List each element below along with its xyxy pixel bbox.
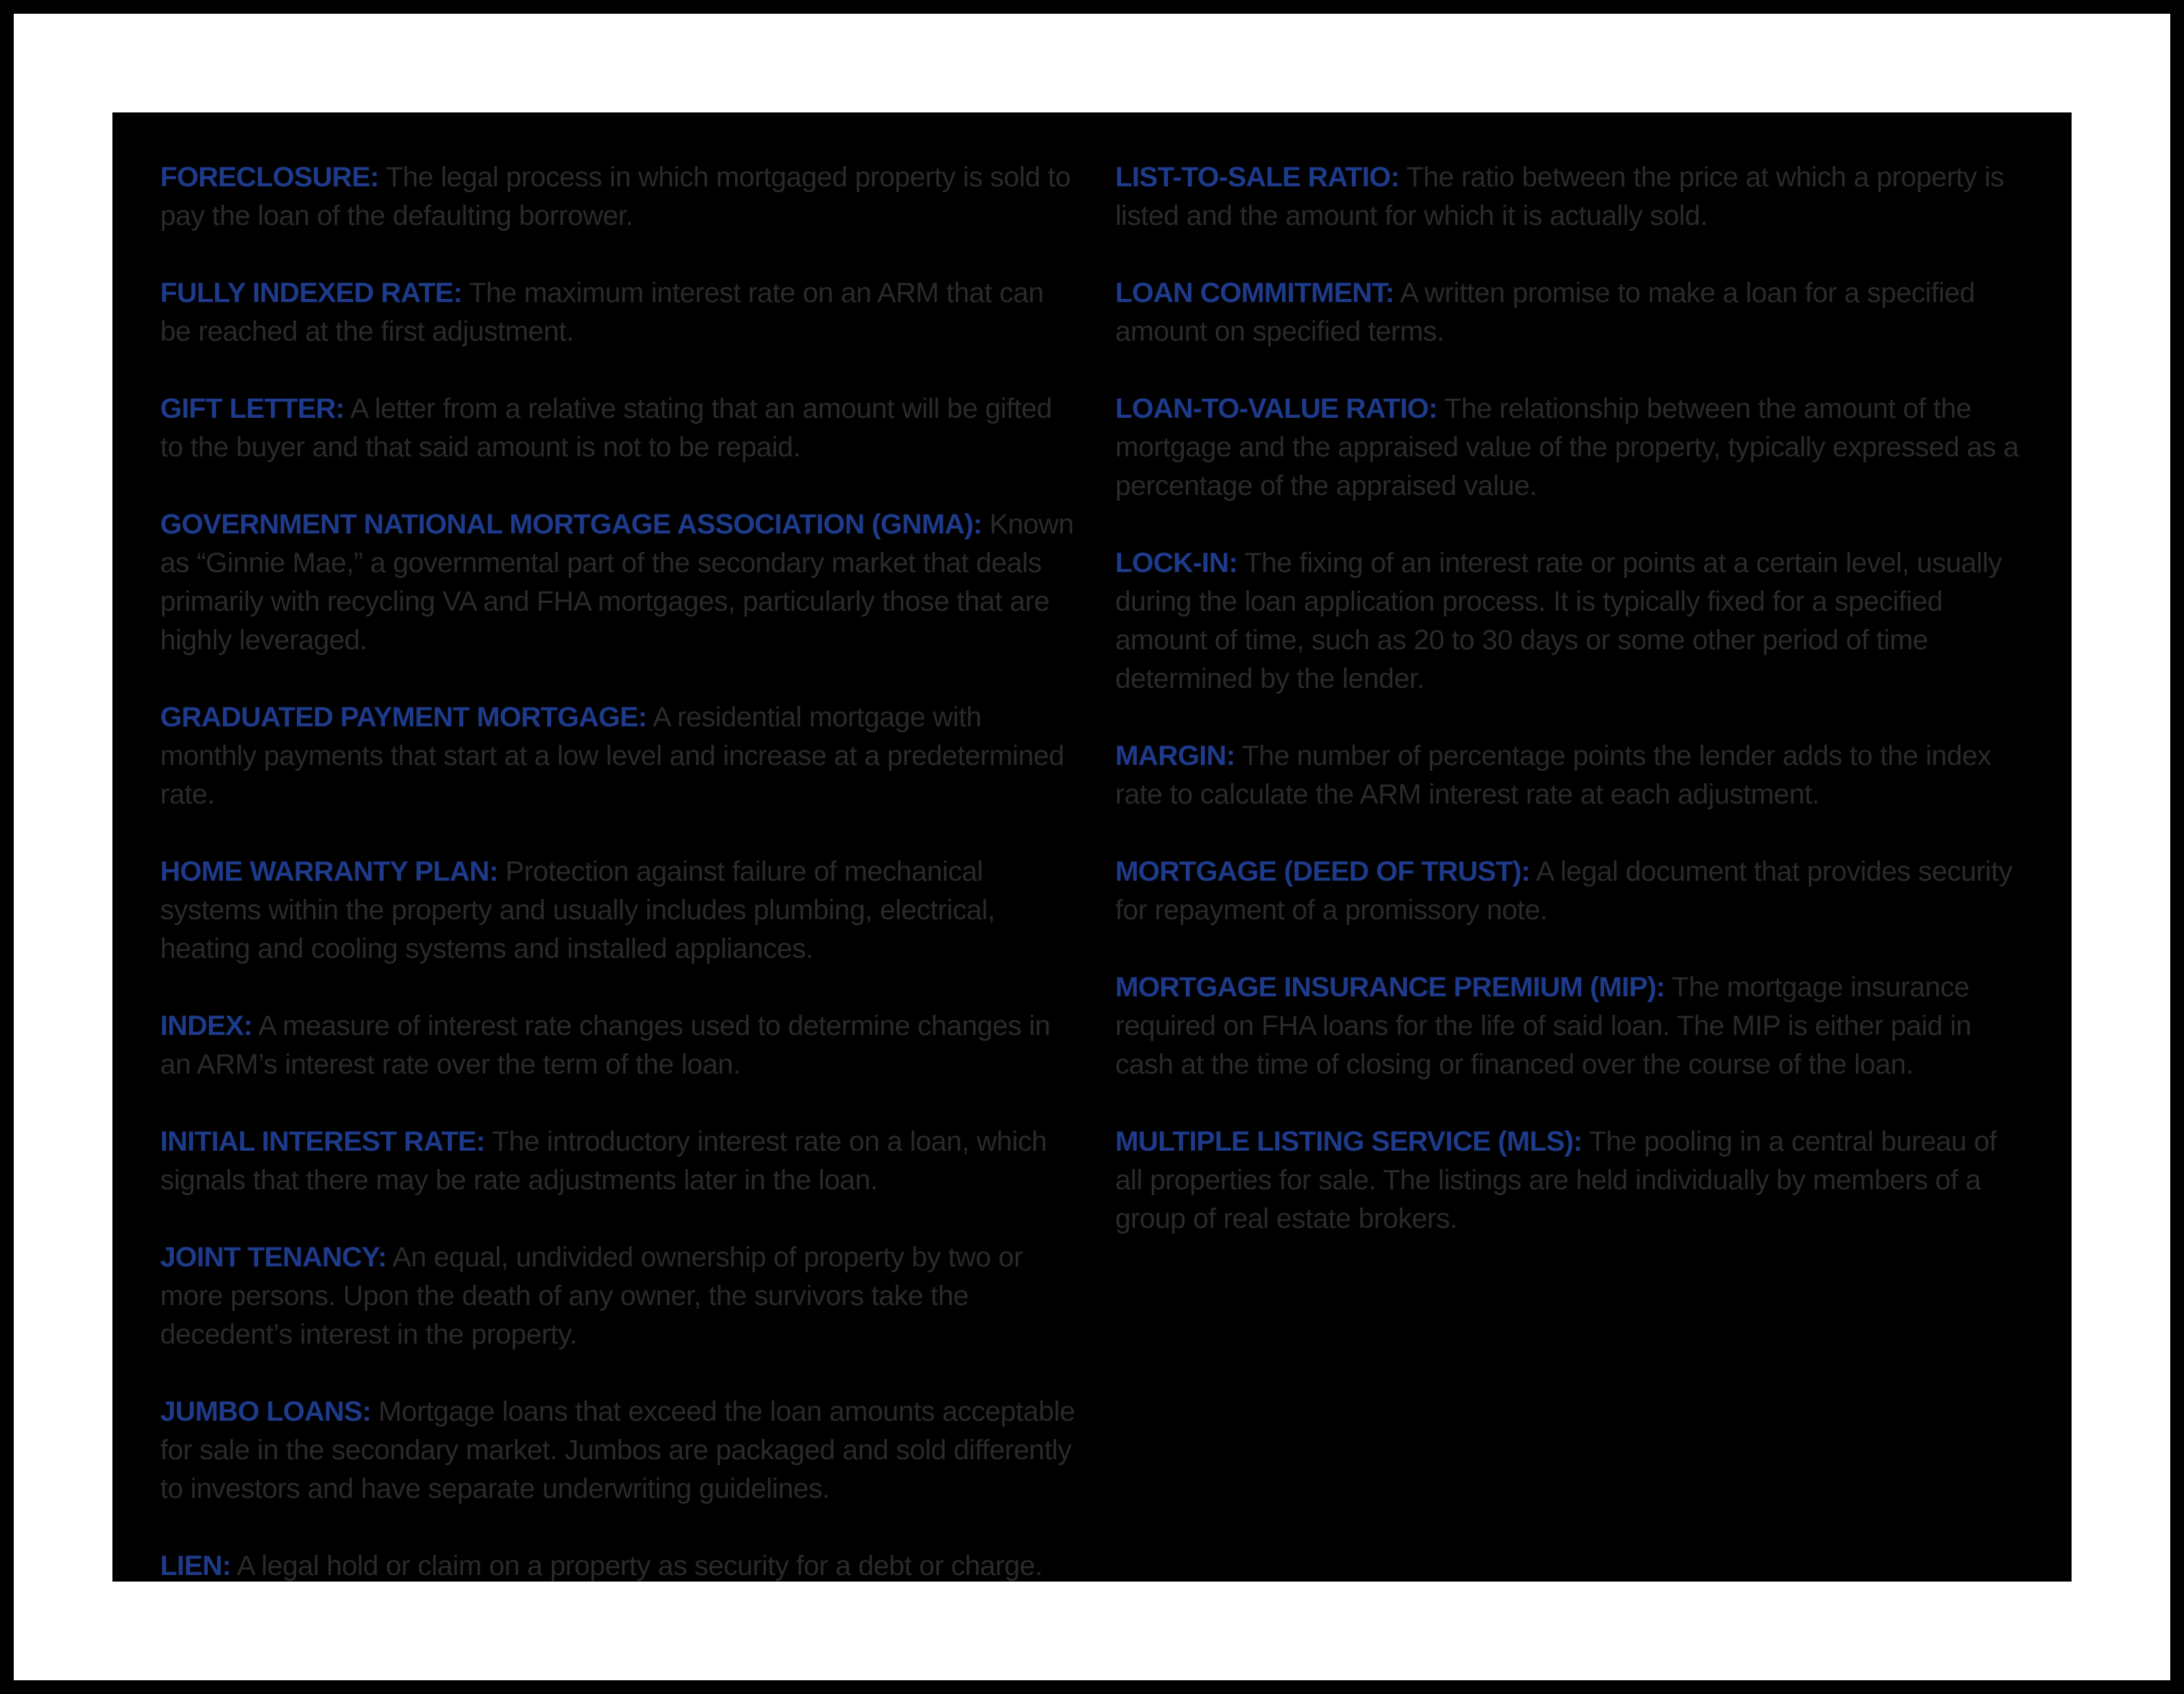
- glossary-definition: A legal hold or claim on a property as security for a debt or charge.: [237, 1550, 1043, 1582]
- glossary-entry: [160, 158, 1075, 235]
- glossary-term: LOAN COMMITMENT:: [1115, 277, 1394, 309]
- glossary-definition: Known as “Ginnie Mae,” a governmental part of the secondary market that deals primarily with recycling VA and FHA mortgages, particularly those that are highly leveraged.: [160, 509, 1074, 656]
- glossary-definition: A written promise to make a loan for a specified amount on specified terms.: [1115, 277, 1975, 347]
- glossary-entry: [160, 853, 1075, 968]
- glossary-term: GIFT LETTER:: [160, 393, 344, 424]
- glossary-term: LOCK-IN:: [1115, 547, 1238, 579]
- glossary-column-left: [160, 158, 1075, 1585]
- glossary-term: LOAN-TO-VALUE RATIO:: [1115, 393, 1437, 424]
- glossary-term: HOME WARRANTY PLAN:: [160, 856, 498, 887]
- glossary-term: INDEX:: [160, 1010, 252, 1042]
- glossary-definition: Protection against failure of mechanical systems within the property and usually includes plumbing, electrical, heating and cooling systems and installed appliances.: [160, 856, 996, 964]
- glossary-definition: The legal process in which mortgaged property is sold to pay the loan of the defaulting borrower.: [160, 161, 1071, 231]
- glossary-definition: A legal document that provides security for repayment of a promissory note.: [1115, 856, 2013, 926]
- glossary-definition: Mortgage loans that exceed the loan amounts acceptable for sale in the secondary market. Jumbos are packaged and sold differently to investors and have separate underwriting guidelines.: [160, 1396, 1075, 1504]
- glossary-column-right: [1115, 158, 2030, 1238]
- glossary-entry: [1115, 544, 2030, 698]
- glossary-definition: An equal, undivided ownership of property by two or more persons. Upon the death of any owner, the survivors take the decedent’s interest in the property.: [160, 1242, 1023, 1350]
- glossary-term: MULTIPLE LISTING SERVICE (MLS):: [1115, 1126, 1583, 1157]
- glossary-entry: [160, 698, 1075, 814]
- glossary-page: [112, 112, 2072, 1582]
- glossary-term: MORTGAGE (DEED OF TRUST):: [1115, 856, 1530, 887]
- glossary-term: JOINT TENANCY:: [160, 1242, 387, 1273]
- glossary-entry: [160, 1123, 1075, 1200]
- glossary-entry: [1115, 158, 2030, 235]
- glossary-term: MARGIN:: [1115, 740, 1235, 771]
- glossary-definition: The fixing of an interest rate or points at a certain level, usually during the loan application process. It is typically fixed for a specified amount of time, such as 20 to 30 days or some other period of time determined by the lender.: [1115, 547, 2002, 694]
- glossary-term: GRADUATED PAYMENT MORTGAGE:: [160, 702, 647, 733]
- glossary-entry: [160, 1547, 1075, 1585]
- glossary-term: FORECLOSURE:: [160, 161, 379, 193]
- glossary-definition: A residential mortgage with monthly payments that start at a low level and increase at a predetermined rate.: [160, 702, 1064, 810]
- glossary-entry: [1115, 853, 2030, 930]
- glossary-definition: The introductory interest rate on a loan, which signals that there may be rate adjustments later in the loan.: [160, 1126, 1047, 1196]
- glossary-entry: [1115, 737, 2030, 814]
- glossary-entry: [160, 505, 1075, 660]
- glossary-entry: [1115, 968, 2030, 1084]
- glossary-term: FULLY INDEXED RATE:: [160, 277, 462, 309]
- glossary-definition: A letter from a relative stating that an amount will be gifted to the buyer and that said amount is not to be repaid.: [160, 393, 1052, 463]
- glossary-term: JUMBO LOANS:: [160, 1396, 371, 1427]
- glossary-entry: [160, 1393, 1075, 1508]
- glossary-entry: [160, 1007, 1075, 1084]
- glossary-term: INITIAL INTEREST RATE:: [160, 1126, 485, 1157]
- glossary-entry: [160, 390, 1075, 467]
- glossary-term: LIST-TO-SALE RATIO:: [1115, 161, 1400, 193]
- glossary-entry: [1115, 274, 2030, 351]
- glossary-definition: The number of percentage points the lender adds to the index rate to calculate the ARM interest rate at each adjustment.: [1115, 740, 1991, 810]
- glossary-term: GOVERNMENT NATIONAL MORTGAGE ASSOCIATION (GNMA):: [160, 509, 983, 540]
- glossary-entry: [1115, 1123, 2030, 1238]
- glossary-term: MORTGAGE INSURANCE PREMIUM (MIP):: [1115, 972, 1665, 1003]
- glossary-definition: The relationship between the amount of the mortgage and the appraised value of the property, typically expressed as a percentage of the appraised value.: [1115, 393, 2019, 501]
- glossary-entry: [160, 274, 1075, 351]
- glossary-definition: The ratio between the price at which a property is listed and the amount for which it is actually sold.: [1115, 161, 2004, 231]
- glossary-term: LIEN:: [160, 1550, 231, 1582]
- glossary-definition: A measure of interest rate changes used to determine changes in an ARM’s interest rate over the term of the loan.: [160, 1010, 1050, 1080]
- glossary-entry: [160, 1238, 1075, 1354]
- glossary-definition: The pooling in a central bureau of all properties for sale. The listings are held individually by members of a group of real estate brokers.: [1115, 1126, 1997, 1234]
- glossary-definition: The mortgage insurance required on FHA loans for the life of said loan. The MIP is either paid in cash at the time of closing or financed over the course of the loan.: [1115, 972, 1972, 1080]
- glossary-definition: The maximum interest rate on an ARM that can be reached at the first adjustment.: [160, 277, 1044, 347]
- glossary-entry: [1115, 390, 2030, 505]
